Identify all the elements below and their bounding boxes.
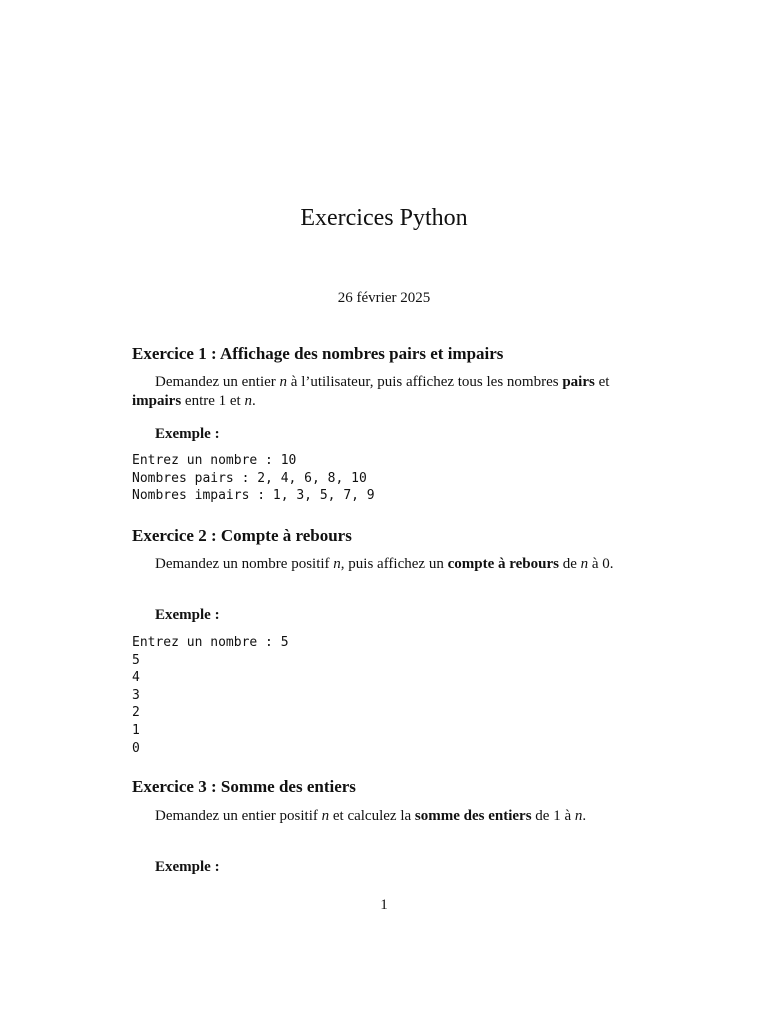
exercise-2-heading: Exercice 2 : Compte à rebours [132,526,352,545]
code-line: Nombres impairs : 1, 3, 5, 7, 9 [132,488,375,504]
document-title: Exercices Python [300,205,468,231]
code-line: Entrez un nombre : 10 [132,453,297,468]
code-line: 0 [132,740,140,756]
code-line: 3 [132,687,140,703]
code-line: Entrez un nombre : 5 [132,635,289,650]
exercise-3-heading: Exercice 3 : Somme des entiers [132,777,356,796]
exercise-1-example-label: Exemple : [155,426,220,442]
exercise-2-code-block [132,634,289,757]
code-line: 4 [132,670,140,686]
exercise-2-example-label: Exemple : [155,607,220,623]
code-line: 2 [132,705,140,721]
page-number: 1 [380,897,388,913]
code-line: 5 [132,652,140,668]
exercise-1-text: Demandez un entier n à l’utilisateur, puis affichez tous les nombres pairs et impairs entre 1 et n. [132,374,610,409]
code-line: 1 [132,722,140,738]
document-date: 26 février 2025 [337,290,431,306]
code-line: Nombres pairs : 2, 4, 6, 8, 10 [132,470,367,486]
exercise-1-heading: Exercice 1 : Affichage des nombres pairs et impairs [132,344,504,363]
exercise-1-code-block [132,452,375,505]
exercise-2-text: Demandez un nombre positif n, puis affichez un compte à rebours de n à 0. [155,556,614,572]
exercise-3-text: Demandez un entier positif n et calculez la somme des entiers de 1 à n. [155,808,587,824]
exercise-3-example-label: Exemple : [155,859,220,875]
